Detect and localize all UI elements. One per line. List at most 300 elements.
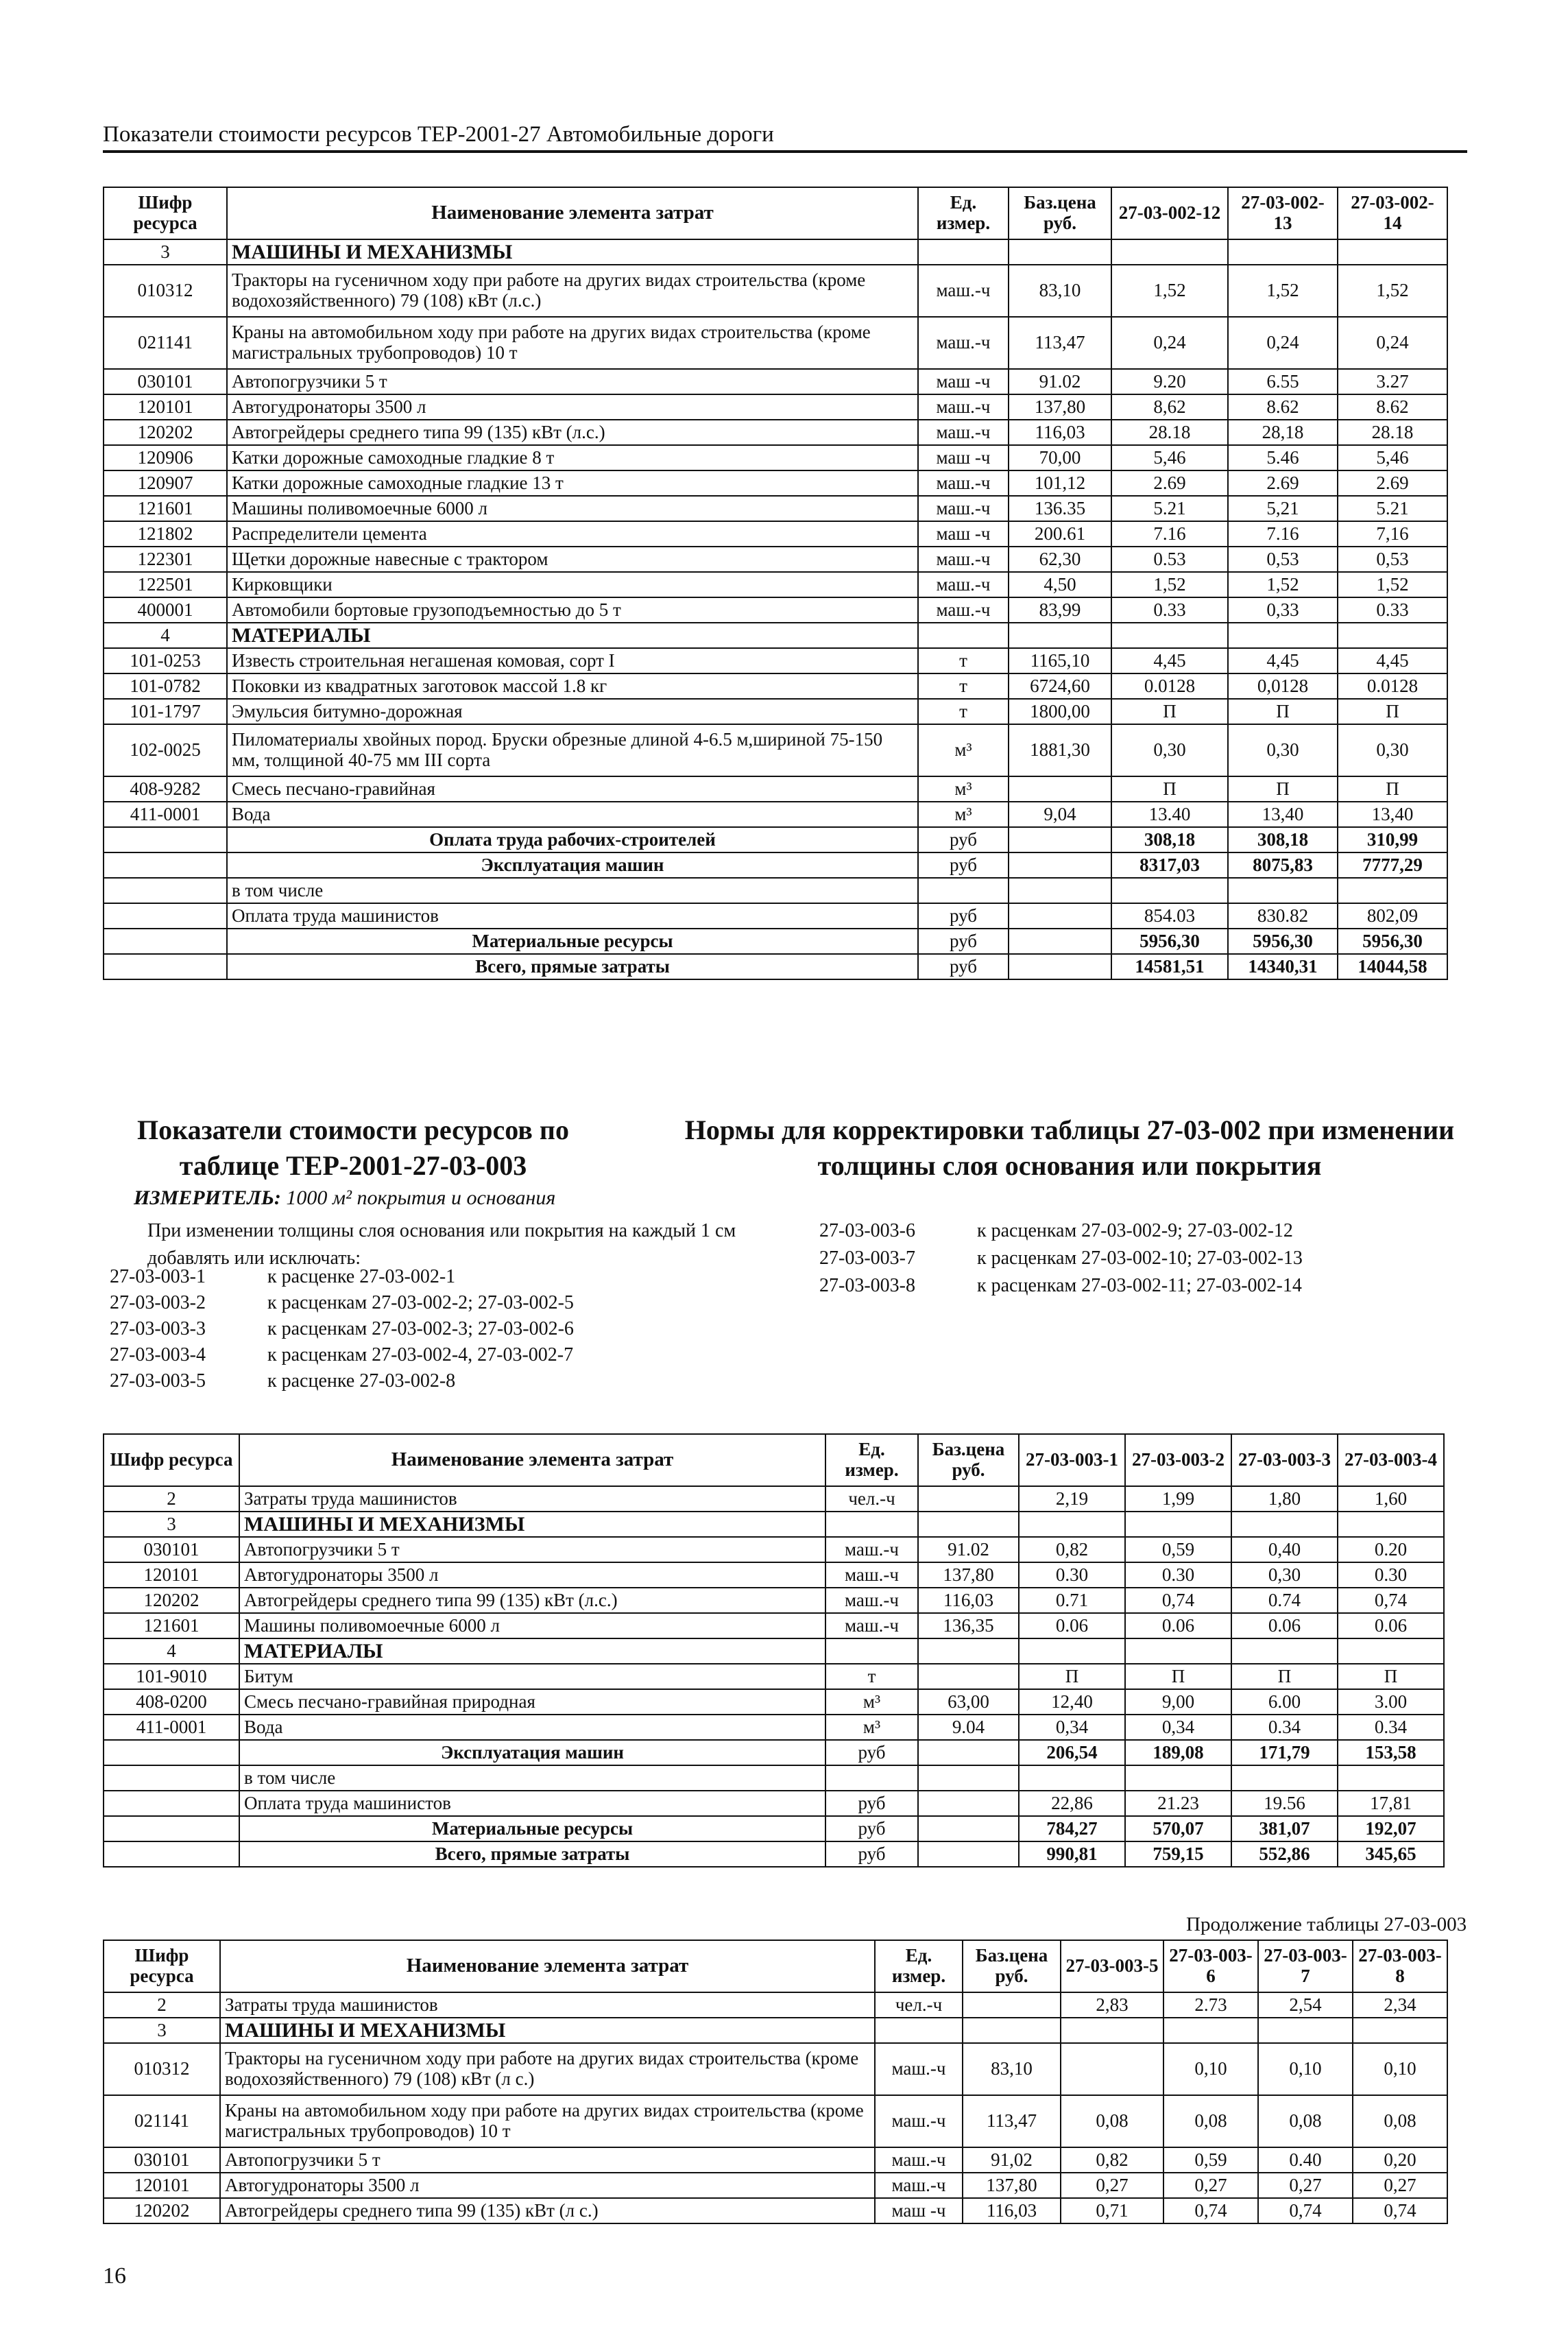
resource-code: 122501 [104, 572, 227, 597]
norm-value-cell: 0,34 [1019, 1715, 1125, 1740]
base-price-cell: 91.02 [918, 1537, 1019, 1562]
norm-value-cell: П [1228, 699, 1338, 724]
measurement-unit-value: 1000 м² покрытия и основания [286, 1186, 556, 1209]
cost-element-name: Автогудронаторы 3500 л [220, 2173, 875, 2198]
norm-target: к расценкам 27-03-002-10; 27-03-002-13 [977, 1247, 1303, 1269]
unit-cell: маш.-ч [875, 2173, 963, 2198]
norm-code: 27-03-003-3 [110, 1318, 206, 1340]
norm-value-cell: 570,07 [1125, 1816, 1231, 1841]
table-row [104, 827, 1447, 852]
norm-value-cell: 0.20 [1338, 1537, 1444, 1562]
norm-value-cell [1338, 1638, 1444, 1664]
table-row [104, 572, 1447, 597]
norm-value-cell: 28.18 [1111, 420, 1228, 445]
norm-value-cell: 3.27 [1338, 369, 1447, 394]
cost-element-name: Вода [239, 1715, 825, 1740]
norm-value-cell: 0.53 [1111, 547, 1228, 572]
unit-cell: маш -ч [918, 521, 1009, 547]
unit-cell: т [918, 673, 1009, 699]
base-price-cell [1009, 954, 1111, 979]
section-row [104, 2018, 1447, 2043]
resource-code: 021141 [104, 317, 227, 369]
resource-code: 3 [104, 239, 227, 265]
table-row [104, 1816, 1444, 1841]
table-row [104, 470, 1447, 496]
table-continuation-label: Продолжение таблицы 27-03-003 [1186, 1913, 1467, 1935]
cost-element-name: Всего, прямые затраты [239, 1841, 825, 1867]
unit-cell: маш.-ч [918, 572, 1009, 597]
norm-value-cell [1163, 2018, 1258, 2043]
cost-element-name: Автогрейдеры среднего типа 99 (135) кВт (л.с.) [239, 1588, 825, 1613]
table-row [104, 1715, 1444, 1740]
unit-cell: маш.-ч [825, 1613, 918, 1638]
resource-code: 411-0001 [104, 802, 227, 827]
base-price-cell: 1165,10 [1009, 648, 1111, 673]
norm-value-cell: 308,18 [1111, 827, 1228, 852]
unit-cell: маш.-ч [918, 420, 1009, 445]
resource-code [104, 852, 227, 878]
norm-value-cell: 5.21 [1111, 496, 1228, 521]
unit-cell: м³ [918, 776, 1009, 802]
cost-element-name: Всего, прямые затраты [227, 954, 918, 979]
unit-cell: руб [825, 1791, 918, 1816]
resource-code: 4 [104, 623, 227, 648]
norm-value-cell: П [1019, 1664, 1125, 1689]
base-price-cell: 4,50 [1009, 572, 1111, 597]
norm-value-cell: 0,0128 [1228, 673, 1338, 699]
norm-value-cell: 7,16 [1338, 521, 1447, 547]
norm-value-cell: 2,19 [1019, 1486, 1125, 1512]
cost-element-name: Эксплуатация машин [227, 852, 918, 878]
base-price-cell: 62,30 [1009, 547, 1111, 572]
table-row [104, 929, 1447, 954]
norm-value-cell: 13.40 [1111, 802, 1228, 827]
norm-value-cell [1019, 1638, 1125, 1664]
norm-value-cell: 5956,30 [1111, 929, 1228, 954]
unit-cell [825, 1512, 918, 1537]
base-price-cell: 83,10 [1009, 265, 1111, 317]
norm-value-cell: 0.40 [1258, 2147, 1353, 2173]
base-price-cell [1009, 929, 1111, 954]
base-price-cell: 101,12 [1009, 470, 1111, 496]
norm-value-cell: 9,00 [1125, 1689, 1231, 1715]
norm-value-cell: 17,81 [1338, 1791, 1444, 1816]
resource-code: 120907 [104, 470, 227, 496]
norm-value-cell: 19.56 [1231, 1791, 1338, 1816]
norm-value-cell: 381,07 [1231, 1816, 1338, 1841]
norm-value-cell: 0,27 [1061, 2173, 1163, 2198]
norm-item [110, 1342, 574, 1368]
resource-code: 411-0001 [104, 1715, 239, 1740]
norm-value-cell: 0,74 [1125, 1588, 1231, 1613]
norm-value-cell [1353, 2018, 1447, 2043]
unit-cell: т [918, 648, 1009, 673]
base-price-cell: 6724,60 [1009, 673, 1111, 699]
norm-value-cell: 0,53 [1228, 547, 1338, 572]
resource-code [104, 1791, 239, 1816]
norm-value-cell: 14340,31 [1228, 954, 1338, 979]
norm-value-cell: 0,74 [1258, 2198, 1353, 2223]
base-price-cell: 113,47 [1009, 317, 1111, 369]
norm-value-cell: 0,08 [1353, 2095, 1447, 2147]
norm-value-cell: 0,24 [1338, 317, 1447, 369]
table-row [104, 802, 1447, 827]
table-row [104, 1613, 1444, 1638]
resource-code [104, 1816, 239, 1841]
base-price-cell: 83,99 [1009, 597, 1111, 623]
resource-code: 408-9282 [104, 776, 227, 802]
norm-value-cell [1125, 1638, 1231, 1664]
base-price-cell: 136.35 [1009, 496, 1111, 521]
norm-value-cell: 759,15 [1125, 1841, 1231, 1867]
norm-value-cell: 0,30 [1231, 1562, 1338, 1588]
unit-cell: маш.-ч [918, 496, 1009, 521]
resource-code: 120202 [104, 1588, 239, 1613]
table-row [104, 2173, 1447, 2198]
unit-cell: руб [918, 929, 1009, 954]
base-price-cell: 91.02 [1009, 369, 1111, 394]
norm-code: 27-03-003-2 [110, 1292, 206, 1314]
column-header: 27-03-002-13 [1228, 187, 1338, 239]
norm-value-cell [1338, 239, 1447, 265]
table-row [104, 445, 1447, 470]
column-header: Наименование элемента затрат [227, 187, 918, 239]
resource-code: 2 [104, 1486, 239, 1512]
norm-value-cell: 2.73 [1163, 1992, 1258, 2018]
column-header: 27-03-003-6 [1163, 1940, 1258, 1992]
unit-cell: м³ [825, 1689, 918, 1715]
unit-cell: маш.-ч [918, 265, 1009, 317]
norm-item [110, 1316, 574, 1342]
norm-item [110, 1264, 574, 1290]
base-price-cell: 200.61 [1009, 521, 1111, 547]
header-row [104, 1940, 1447, 1992]
unit-cell: маш.-ч [918, 547, 1009, 572]
resource-code: 101-0782 [104, 673, 227, 699]
cost-element-name: Автогудронаторы 3500 л [227, 394, 918, 420]
cost-element-name: МАШИНЫ И МЕХАНИЗМЫ [220, 2018, 875, 2043]
cost-element-name: МАТЕРИАЛЫ [239, 1638, 825, 1664]
norm-value-cell: 6.55 [1228, 369, 1338, 394]
cost-element-name: Битум [239, 1664, 825, 1689]
unit-cell: маш.-ч [918, 394, 1009, 420]
norm-code: 27-03-003-5 [110, 1370, 206, 1392]
norm-value-cell [1111, 878, 1228, 903]
norm-value-cell: 21.23 [1125, 1791, 1231, 1816]
norm-item [819, 1217, 1303, 1245]
base-price-cell [1009, 903, 1111, 929]
norm-value-cell: 4,45 [1228, 648, 1338, 673]
unit-cell [875, 2018, 963, 2043]
correction-norms-title: Нормы для корректировки таблицы 27-03-002 при изменении толщины слоя основания или покрытия [684, 1114, 1455, 1181]
norm-value-cell: П [1231, 1664, 1338, 1689]
cost-element-name: Краны на автомобильном ходу при работе на других видах строительства (кроме магистральных трубопроводов) 10 т [220, 2095, 875, 2147]
table-row [104, 673, 1447, 699]
norm-value-cell: 345,65 [1338, 1841, 1444, 1867]
norm-value-cell [1338, 1765, 1444, 1791]
resource-code: 120906 [104, 445, 227, 470]
norm-value-cell: 0.34 [1338, 1715, 1444, 1740]
column-header: Ед. измер. [918, 187, 1009, 239]
table-row [104, 496, 1447, 521]
norm-value-cell: 7777,29 [1338, 852, 1447, 878]
norm-value-cell: 0.06 [1125, 1613, 1231, 1638]
base-price-cell [918, 1740, 1019, 1765]
norm-item [110, 1290, 574, 1316]
unit-cell: маш -ч [918, 369, 1009, 394]
norm-value-cell: 4,45 [1111, 648, 1228, 673]
resource-code: 120101 [104, 394, 227, 420]
resource-code: 120101 [104, 1562, 239, 1588]
cost-table-27-03-003-part1 [103, 1433, 1445, 1867]
column-header: Наименование элемента затрат [239, 1434, 825, 1486]
norm-value-cell: 0,74 [1163, 2198, 1258, 2223]
resource-code [104, 827, 227, 852]
norm-value-cell: П [1125, 1664, 1231, 1689]
base-price-cell: 137,80 [1009, 394, 1111, 420]
cost-element-name: Эмульсия битумно-дорожная [227, 699, 918, 724]
cost-element-name: Смесь песчано-гравийная природная [239, 1689, 825, 1715]
cost-element-name: МАШИНЫ И МЕХАНИЗМЫ [227, 239, 918, 265]
unit-cell [825, 1765, 918, 1791]
norm-value-cell: 0.0128 [1111, 673, 1228, 699]
table-row [104, 1537, 1444, 1562]
norm-value-cell: 7.16 [1111, 521, 1228, 547]
norm-value-cell [1019, 1765, 1125, 1791]
table-row [104, 699, 1447, 724]
table-row [104, 1562, 1444, 1588]
measurement-unit [134, 1186, 555, 1210]
base-price-cell [918, 1816, 1019, 1841]
unit-cell: маш -ч [918, 445, 1009, 470]
norm-value-cell: 0,40 [1231, 1537, 1338, 1562]
resource-code: 120202 [104, 420, 227, 445]
cost-table-27-03-002 [103, 187, 1448, 980]
norm-value-cell: 0,08 [1258, 2095, 1353, 2147]
norm-code: 27-03-003-8 [819, 1274, 915, 1296]
unit-cell: чел.-ч [825, 1486, 918, 1512]
resource-code: 4 [104, 1638, 239, 1664]
cost-element-name: Материальные ресурсы [227, 929, 918, 954]
column-header: 27-03-002-12 [1111, 187, 1228, 239]
norm-value-cell: 8075,83 [1228, 852, 1338, 878]
cost-element-name: Затраты труда машинистов [220, 1992, 875, 2018]
norm-value-cell: 206,54 [1019, 1740, 1125, 1765]
norm-value-cell [1228, 623, 1338, 648]
resource-code [104, 929, 227, 954]
base-price-cell [1009, 239, 1111, 265]
measurement-unit-label: ИЗМЕРИТЕЛЬ: [134, 1186, 281, 1209]
table-row [104, 2198, 1447, 2223]
norm-value-cell [1228, 878, 1338, 903]
unit-cell: руб [825, 1841, 918, 1867]
cost-element-name: Тракторы на гусеничном ходу при работе на других видах строительства (кроме водохозяйственного) 79 (108) кВт (л с.) [220, 2043, 875, 2095]
base-price-cell [918, 1512, 1019, 1537]
base-price-cell [918, 1664, 1019, 1689]
unit-cell: м³ [918, 724, 1009, 776]
norm-value-cell: 0.33 [1111, 597, 1228, 623]
cost-element-name: Краны на автомобильном ходу при работе на других видах строительства (кроме магистральных трубопроводов) 10 т [227, 317, 918, 369]
resource-code: 122301 [104, 547, 227, 572]
unit-cell: руб [918, 954, 1009, 979]
table-row [104, 903, 1447, 929]
base-price-cell: 137,80 [963, 2173, 1061, 2198]
norm-value-cell: П [1338, 699, 1447, 724]
norm-value-cell: 0,24 [1111, 317, 1228, 369]
base-price-cell: 9.04 [918, 1715, 1019, 1740]
left-norms-list [110, 1264, 574, 1394]
norm-value-cell: 28.18 [1338, 420, 1447, 445]
norm-value-cell: 0,30 [1228, 724, 1338, 776]
norm-value-cell: 1,52 [1228, 572, 1338, 597]
cost-element-name: Автопогрузчики 5 т [220, 2147, 875, 2173]
column-header: 27-03-003-4 [1338, 1434, 1444, 1486]
norm-value-cell: 12,40 [1019, 1689, 1125, 1715]
norm-target: к расценкам 27-03-002-11; 27-03-002-14 [977, 1274, 1302, 1296]
column-header: Наименование элемента затрат [220, 1940, 875, 1992]
norm-value-cell [1338, 623, 1447, 648]
cost-element-name: Поковки из квадратных заготовок массой 1.8 кг [227, 673, 918, 699]
column-header: 27-03-003-2 [1125, 1434, 1231, 1486]
norm-code: 27-03-003-6 [819, 1220, 915, 1241]
norm-value-cell: 5,21 [1228, 496, 1338, 521]
table-row [104, 852, 1447, 878]
base-price-cell [1009, 827, 1111, 852]
table-row [104, 394, 1447, 420]
cost-element-name: Катки дорожные самоходные гладкие 13 т [227, 470, 918, 496]
table-row [104, 369, 1447, 394]
norm-value-cell: 310,99 [1338, 827, 1447, 852]
base-price-cell: 116,03 [1009, 420, 1111, 445]
column-header: Шифр ресурса [104, 187, 227, 239]
norm-value-cell [1111, 623, 1228, 648]
norm-value-cell: 22,86 [1019, 1791, 1125, 1816]
norm-value-cell: 171,79 [1231, 1740, 1338, 1765]
base-price-cell: 116,03 [963, 2198, 1061, 2223]
norm-value-cell: 0,08 [1061, 2095, 1163, 2147]
resource-code: 101-9010 [104, 1664, 239, 1689]
cost-element-name: Оплата труда машинистов [227, 903, 918, 929]
norm-value-cell: 0.30 [1125, 1562, 1231, 1588]
unit-cell: маш -ч [875, 2198, 963, 2223]
cost-element-name: Эксплуатация машин [239, 1740, 825, 1765]
norm-value-cell: 2,54 [1258, 1992, 1353, 2018]
resource-code: 408-0200 [104, 1689, 239, 1715]
column-header: Баз.цена руб. [1009, 187, 1111, 239]
resource-code: 030101 [104, 2147, 220, 2173]
table-row [104, 2043, 1447, 2095]
base-price-cell: 70,00 [1009, 445, 1111, 470]
cost-element-name: МАШИНЫ И МЕХАНИЗМЫ [239, 1512, 825, 1537]
norm-value-cell: 0.30 [1019, 1562, 1125, 1588]
cost-element-name: Вода [227, 802, 918, 827]
norm-value-cell: 189,08 [1125, 1740, 1231, 1765]
base-price-cell: 137,80 [918, 1562, 1019, 1588]
resource-code: 400001 [104, 597, 227, 623]
table-row [104, 1664, 1444, 1689]
unit-cell [825, 1638, 918, 1664]
cost-element-name: Оплата труда машинистов [239, 1791, 825, 1816]
norm-value-cell: 1,52 [1111, 572, 1228, 597]
column-header: 27-03-003-5 [1061, 1940, 1163, 1992]
norm-value-cell: 2.69 [1111, 470, 1228, 496]
table-row [104, 1765, 1444, 1791]
column-header: 27-03-003-3 [1231, 1434, 1338, 1486]
unit-cell: руб [825, 1816, 918, 1841]
norm-value-cell: 802,09 [1338, 903, 1447, 929]
norm-value-cell [1125, 1512, 1231, 1537]
resource-code: 102-0025 [104, 724, 227, 776]
base-price-cell: 116,03 [918, 1588, 1019, 1613]
norm-value-cell: 13,40 [1228, 802, 1338, 827]
norm-value-cell: 5,46 [1111, 445, 1228, 470]
unit-cell: м³ [918, 802, 1009, 827]
cost-element-name: Затраты труда машинистов [239, 1486, 825, 1512]
table-row [104, 597, 1447, 623]
norm-value-cell: 830.82 [1228, 903, 1338, 929]
norm-value-cell: 2,83 [1061, 1992, 1163, 2018]
norm-value-cell [1338, 1512, 1444, 1537]
norm-target: к расценке 27-03-002-8 [267, 1370, 456, 1392]
unit-cell [918, 878, 1009, 903]
cost-element-name: МАТЕРИАЛЫ [227, 623, 918, 648]
norm-value-cell: 0,53 [1338, 547, 1447, 572]
base-price-cell [918, 1486, 1019, 1512]
unit-cell: руб [918, 852, 1009, 878]
base-price-cell: 1800,00 [1009, 699, 1111, 724]
base-price-cell: 63,00 [918, 1689, 1019, 1715]
norm-code: 27-03-003-7 [819, 1247, 915, 1269]
norm-value-cell [1019, 1512, 1125, 1537]
norm-value-cell: 1,99 [1125, 1486, 1231, 1512]
resource-code: 121601 [104, 496, 227, 521]
cost-element-name: Пиломатериалы хвойных пород. Бруски обрезные длиной 4-6.5 м,шириной 75-150 мм, толщиной 40-75 мм III сорта [227, 724, 918, 776]
norm-value-cell [1231, 1638, 1338, 1664]
norm-value-cell: 1,52 [1338, 572, 1447, 597]
norm-value-cell: 0.71 [1019, 1588, 1125, 1613]
norm-value-cell: 0,08 [1163, 2095, 1258, 2147]
norm-value-cell: 0,24 [1228, 317, 1338, 369]
norm-value-cell: 2.69 [1228, 470, 1338, 496]
column-header: Баз.цена руб. [963, 1940, 1061, 1992]
resource-code [104, 1841, 239, 1867]
unit-cell: чел.-ч [875, 1992, 963, 2018]
norm-value-cell: 0,30 [1111, 724, 1228, 776]
column-header: Баз.цена руб. [918, 1434, 1019, 1486]
resource-code: 030101 [104, 1537, 239, 1562]
cost-element-name: Автомобили бортовые грузоподъемностью до 5 т [227, 597, 918, 623]
norm-value-cell: 0.06 [1231, 1613, 1338, 1638]
cost-element-name: Автогрейдеры среднего типа 99 (135) кВт (л.с.) [227, 420, 918, 445]
right-norms-list [819, 1217, 1303, 1299]
unit-cell: руб [918, 827, 1009, 852]
unit-cell: м³ [825, 1715, 918, 1740]
norm-value-cell: 0,10 [1258, 2043, 1353, 2095]
norm-value-cell: 0.34 [1231, 1715, 1338, 1740]
unit-cell [918, 623, 1009, 648]
section-row [104, 1638, 1444, 1664]
norm-item [819, 1245, 1303, 1272]
table-row [104, 547, 1447, 572]
resource-code: 120202 [104, 2198, 220, 2223]
norm-value-cell: 0.06 [1338, 1613, 1444, 1638]
cost-element-name: Автопогрузчики 5 т [227, 369, 918, 394]
norm-value-cell: 13,40 [1338, 802, 1447, 827]
norm-value-cell: 0,10 [1163, 2043, 1258, 2095]
resource-code: 121601 [104, 1613, 239, 1638]
cost-element-name: в том числе [239, 1765, 825, 1791]
norm-value-cell: 8.62 [1338, 394, 1447, 420]
